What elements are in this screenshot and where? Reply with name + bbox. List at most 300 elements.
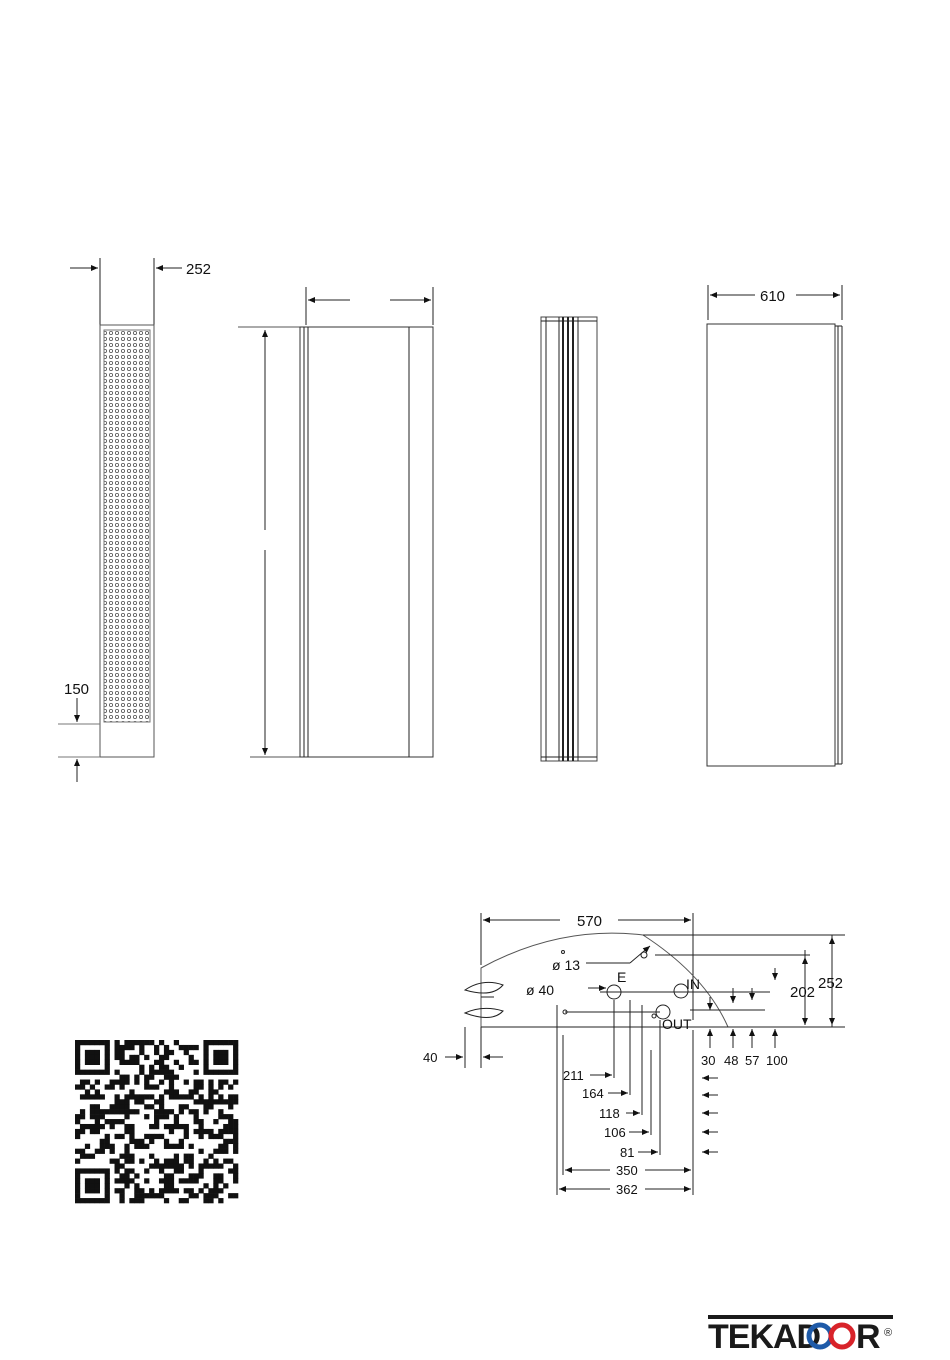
qr-module	[223, 1060, 228, 1065]
qr-module	[115, 1119, 120, 1124]
qr-module	[105, 1144, 110, 1149]
qr-module	[223, 1144, 228, 1149]
qr-module	[80, 1129, 85, 1134]
qr-module	[194, 1084, 199, 1089]
qr-module	[213, 1183, 218, 1188]
qr-module	[95, 1188, 100, 1193]
qr-module	[144, 1114, 149, 1119]
qr-module	[144, 1084, 149, 1089]
qr-module	[159, 1134, 164, 1139]
qr-module	[80, 1080, 85, 1085]
qr-module	[189, 1178, 194, 1183]
qr-module	[90, 1070, 95, 1075]
qr-module	[159, 1099, 164, 1104]
qr-module	[124, 1124, 129, 1129]
qr-module	[213, 1040, 218, 1045]
qr-module	[119, 1050, 124, 1055]
qr-module	[189, 1045, 194, 1050]
label-out: OUT	[662, 1016, 692, 1032]
qr-module	[169, 1173, 174, 1178]
qr-module	[105, 1109, 110, 1114]
qr-module	[218, 1134, 223, 1139]
qr-module	[154, 1159, 159, 1164]
qr-module	[115, 1168, 120, 1173]
qr-module	[124, 1104, 129, 1109]
qr-module	[134, 1075, 139, 1080]
qr-module	[223, 1139, 228, 1144]
qr-module	[154, 1193, 159, 1198]
qr-module	[228, 1070, 233, 1075]
qr-module	[189, 1089, 194, 1094]
qr-module	[198, 1134, 203, 1139]
qr-module	[213, 1188, 218, 1193]
qr-module	[75, 1193, 80, 1198]
qr-module	[100, 1094, 105, 1099]
label-e: E	[617, 969, 627, 985]
qr-module	[119, 1109, 124, 1114]
qr-module	[149, 1084, 154, 1089]
qr-module	[159, 1065, 164, 1070]
qr-module	[218, 1173, 223, 1178]
qr-module	[75, 1159, 80, 1164]
qr-module	[198, 1099, 203, 1104]
qr-module	[115, 1163, 120, 1168]
qr-module	[105, 1065, 110, 1070]
qr-module	[228, 1114, 233, 1119]
qr-module	[110, 1084, 115, 1089]
qr-module	[194, 1173, 199, 1178]
qr-module	[184, 1198, 189, 1203]
qr-module	[129, 1055, 134, 1060]
qr-module	[164, 1075, 169, 1080]
qr-module	[134, 1173, 139, 1178]
qr-module	[194, 1045, 199, 1050]
qr-module	[75, 1173, 80, 1178]
qr-module	[184, 1104, 189, 1109]
qr-module	[80, 1198, 85, 1203]
qr-module	[174, 1119, 179, 1124]
qr-module	[169, 1094, 174, 1099]
qr-module	[169, 1109, 174, 1114]
qr-module	[233, 1050, 238, 1055]
qr-module	[213, 1050, 218, 1055]
qr-module	[213, 1159, 218, 1164]
qr-module	[169, 1084, 174, 1089]
qr-module	[159, 1080, 164, 1085]
qr-module	[228, 1119, 233, 1124]
qr-module	[75, 1198, 80, 1203]
qr-module	[139, 1159, 144, 1164]
qr-module	[213, 1089, 218, 1094]
qr-module	[159, 1163, 164, 1168]
qr-module	[134, 1188, 139, 1193]
qr-module	[95, 1104, 100, 1109]
qr-module	[149, 1104, 154, 1109]
qr-module	[95, 1040, 100, 1045]
qr-module	[119, 1193, 124, 1198]
qr-module	[154, 1099, 159, 1104]
qr-module	[95, 1168, 100, 1173]
front-width-label: 252	[186, 261, 212, 278]
qr-module	[105, 1139, 110, 1144]
qr-module	[208, 1089, 213, 1094]
qr-module	[218, 1114, 223, 1119]
front-bottom-label: 150	[64, 681, 90, 698]
qr-module	[208, 1198, 213, 1203]
bottom-dim-106: 106	[604, 1125, 626, 1140]
qr-module	[154, 1070, 159, 1075]
qr-module	[169, 1178, 174, 1183]
qr-module	[95, 1198, 100, 1203]
qr-module	[124, 1159, 129, 1164]
qr-module	[149, 1134, 154, 1139]
qr-module	[129, 1089, 134, 1094]
qr-module	[139, 1139, 144, 1144]
qr-module	[149, 1065, 154, 1070]
qr-module	[110, 1159, 115, 1164]
qr-module	[115, 1099, 120, 1104]
qr-module	[75, 1055, 80, 1060]
qr-module	[228, 1129, 233, 1134]
qr-module	[105, 1119, 110, 1124]
brand-logo	[708, 1315, 893, 1356]
qr-module	[85, 1094, 90, 1099]
qr-module	[154, 1163, 159, 1168]
qr-module	[75, 1065, 80, 1070]
qr-module	[80, 1094, 85, 1099]
qr-module	[75, 1178, 80, 1183]
qr-module	[75, 1070, 80, 1075]
qr-module	[208, 1163, 213, 1168]
back-width-label: 610	[760, 288, 786, 305]
qr-module	[75, 1149, 80, 1154]
qr-module	[164, 1188, 169, 1193]
qr-module	[75, 1045, 80, 1050]
qr-module	[144, 1080, 149, 1085]
qr-module	[159, 1193, 164, 1198]
qr-module	[85, 1050, 90, 1055]
qr-module	[194, 1099, 199, 1104]
qr-module	[115, 1104, 120, 1109]
qr-module	[100, 1114, 105, 1119]
qr-module	[233, 1045, 238, 1050]
qr-module	[75, 1040, 80, 1045]
qr-module	[149, 1188, 154, 1193]
qr-module	[144, 1104, 149, 1109]
qr-module	[110, 1149, 115, 1154]
qr-module	[213, 1149, 218, 1154]
qr-module	[144, 1193, 149, 1198]
qr-module	[154, 1109, 159, 1114]
qr-module	[110, 1144, 115, 1149]
qr-module	[194, 1080, 199, 1085]
bottom-dim-362: 362	[616, 1182, 638, 1197]
qr-module	[134, 1193, 139, 1198]
qr-module	[119, 1134, 124, 1139]
qr-module	[154, 1060, 159, 1065]
qr-module	[208, 1154, 213, 1159]
qr-module	[110, 1109, 115, 1114]
qr-module	[189, 1055, 194, 1060]
plan-width-label: 570	[577, 913, 603, 930]
qr-module	[164, 1159, 169, 1164]
qr-module	[115, 1040, 120, 1045]
qr-module	[85, 1154, 90, 1159]
qr-module	[115, 1045, 120, 1050]
qr-module	[208, 1080, 213, 1085]
narrow-side-view	[541, 317, 597, 761]
qr-module	[75, 1134, 80, 1139]
qr-module	[105, 1050, 110, 1055]
qr-module	[85, 1183, 90, 1188]
qr-module	[203, 1198, 208, 1203]
qr-module	[184, 1154, 189, 1159]
qr-module	[164, 1198, 169, 1203]
qr-module	[208, 1099, 213, 1104]
qr-module	[139, 1065, 144, 1070]
qr-module	[129, 1129, 134, 1134]
qr-module	[179, 1139, 184, 1144]
qr-module	[134, 1139, 139, 1144]
qr-module	[85, 1060, 90, 1065]
qr-module	[139, 1050, 144, 1055]
qr-module	[110, 1104, 115, 1109]
qr-module	[233, 1099, 238, 1104]
qr-module	[169, 1089, 174, 1094]
qr-module	[159, 1188, 164, 1193]
qr-module	[129, 1045, 134, 1050]
qr-module	[119, 1055, 124, 1060]
qr-module	[208, 1070, 213, 1075]
qr-module	[198, 1149, 203, 1154]
qr-module	[129, 1040, 134, 1045]
qr-module	[134, 1060, 139, 1065]
qr-module	[75, 1129, 80, 1134]
qr-module	[90, 1084, 95, 1089]
qr-module	[95, 1149, 100, 1154]
qr-module	[203, 1129, 208, 1134]
qr-module	[174, 1089, 179, 1094]
qr-module	[95, 1055, 100, 1060]
qr-module	[223, 1055, 228, 1060]
qr-module	[223, 1070, 228, 1075]
qr-module	[100, 1070, 105, 1075]
label-in: IN	[686, 976, 700, 992]
qr-module	[233, 1055, 238, 1060]
qr-module	[129, 1154, 134, 1159]
qr-module	[228, 1099, 233, 1104]
qr-module	[213, 1055, 218, 1060]
qr-module	[75, 1168, 80, 1173]
qr-module	[80, 1154, 85, 1159]
qr-module	[218, 1050, 223, 1055]
qr-module	[144, 1040, 149, 1045]
qr-module	[159, 1104, 164, 1109]
qr-module	[149, 1070, 154, 1075]
qr-module	[198, 1129, 203, 1134]
qr-module	[169, 1188, 174, 1193]
qr-module	[203, 1193, 208, 1198]
qr-module	[198, 1188, 203, 1193]
qr-module	[149, 1040, 154, 1045]
qr-module	[139, 1144, 144, 1149]
qr-module	[164, 1144, 169, 1149]
qr-module	[85, 1144, 90, 1149]
qr-module	[129, 1124, 134, 1129]
qr-module	[228, 1159, 233, 1164]
qr-module	[95, 1060, 100, 1065]
qr-module	[90, 1040, 95, 1045]
qr-module	[174, 1094, 179, 1099]
qr-module	[105, 1045, 110, 1050]
qr-module	[90, 1104, 95, 1109]
qr-module	[169, 1183, 174, 1188]
qr-module	[194, 1060, 199, 1065]
qr-module	[95, 1129, 100, 1134]
qr-module	[203, 1109, 208, 1114]
qr-module	[139, 1045, 144, 1050]
qr-module	[119, 1060, 124, 1065]
qr-module	[218, 1094, 223, 1099]
qr-module	[218, 1178, 223, 1183]
qr-module	[129, 1139, 134, 1144]
qr-module	[129, 1178, 134, 1183]
qr-module	[90, 1129, 95, 1134]
qr-module	[164, 1114, 169, 1119]
qr-module	[174, 1163, 179, 1168]
qr-module	[95, 1094, 100, 1099]
qr-module	[75, 1188, 80, 1193]
qr-module	[159, 1168, 164, 1173]
qr-module	[119, 1173, 124, 1178]
qr-module	[228, 1168, 233, 1173]
qr-module	[119, 1188, 124, 1193]
qr-module	[213, 1173, 218, 1178]
qr-module	[203, 1163, 208, 1168]
qr-module	[149, 1124, 154, 1129]
qr-module	[149, 1139, 154, 1144]
qr-module	[75, 1050, 80, 1055]
qr-module	[189, 1193, 194, 1198]
qr-module	[179, 1094, 184, 1099]
qr-module	[85, 1055, 90, 1060]
qr-module	[203, 1045, 208, 1050]
qr-module	[208, 1084, 213, 1089]
qr-module	[203, 1099, 208, 1104]
qr-module	[115, 1109, 120, 1114]
qr-module	[119, 1178, 124, 1183]
qr-module	[90, 1050, 95, 1055]
qr-module	[184, 1094, 189, 1099]
qr-module	[80, 1109, 85, 1114]
qr-module	[218, 1060, 223, 1065]
qr-module	[164, 1139, 169, 1144]
qr-module	[233, 1080, 238, 1085]
qr-module	[90, 1178, 95, 1183]
qr-module	[105, 1178, 110, 1183]
bottom-dim-81: 81	[620, 1145, 635, 1160]
qr-module	[149, 1163, 154, 1168]
qr-module	[124, 1114, 129, 1119]
qr-module	[139, 1040, 144, 1045]
qr-module	[218, 1163, 223, 1168]
qr-module	[75, 1183, 80, 1188]
qr-module	[189, 1154, 194, 1159]
qr-module	[119, 1045, 124, 1050]
qr-module	[198, 1173, 203, 1178]
qr-module	[119, 1075, 124, 1080]
qr-module	[105, 1040, 110, 1045]
qr-module	[105, 1173, 110, 1178]
qr-module	[189, 1109, 194, 1114]
qr-module	[144, 1055, 149, 1060]
qr-module	[85, 1188, 90, 1193]
qr-module	[179, 1065, 184, 1070]
qr-module	[144, 1168, 149, 1173]
qr-module	[218, 1149, 223, 1154]
qr-module	[233, 1144, 238, 1149]
qr-module	[105, 1055, 110, 1060]
qr-module	[159, 1114, 164, 1119]
qr-module	[169, 1070, 174, 1075]
qr-module	[139, 1198, 144, 1203]
depth-202-label: 202	[790, 984, 816, 1001]
qr-module	[105, 1134, 110, 1139]
qr-module	[208, 1040, 213, 1045]
qr-module	[194, 1109, 199, 1114]
qr-code[interactable]	[75, 1040, 238, 1203]
qr-module	[80, 1070, 85, 1075]
qr-module	[233, 1129, 238, 1134]
qr-module	[100, 1109, 105, 1114]
qr-module	[105, 1070, 110, 1075]
qr-module	[169, 1129, 174, 1134]
qr-module	[203, 1050, 208, 1055]
qr-module	[189, 1094, 194, 1099]
qr-module	[115, 1080, 120, 1085]
qr-module	[105, 1084, 110, 1089]
qr-module	[134, 1144, 139, 1149]
qr-module	[174, 1114, 179, 1119]
qr-module	[75, 1060, 80, 1065]
qr-module	[75, 1114, 80, 1119]
qr-module	[179, 1178, 184, 1183]
qr-module	[228, 1094, 233, 1099]
qr-module	[95, 1183, 100, 1188]
qr-module	[90, 1094, 95, 1099]
qr-module	[139, 1193, 144, 1198]
qr-module	[90, 1114, 95, 1119]
qr-module	[90, 1188, 95, 1193]
qr-module	[233, 1139, 238, 1144]
qr-module	[124, 1109, 129, 1114]
qr-module	[194, 1070, 199, 1075]
qr-module	[90, 1109, 95, 1114]
qr-module	[233, 1094, 238, 1099]
bottom-dim-118: 118	[599, 1106, 620, 1121]
qr-module	[203, 1060, 208, 1065]
qr-module	[100, 1124, 105, 1129]
qr-module	[194, 1193, 199, 1198]
qr-module	[164, 1183, 169, 1188]
qr-module	[213, 1099, 218, 1104]
qr-module	[233, 1163, 238, 1168]
qr-module	[129, 1109, 134, 1114]
qr-module	[228, 1124, 233, 1129]
qr-module	[124, 1168, 129, 1173]
qr-module	[124, 1060, 129, 1065]
qr-module	[144, 1075, 149, 1080]
